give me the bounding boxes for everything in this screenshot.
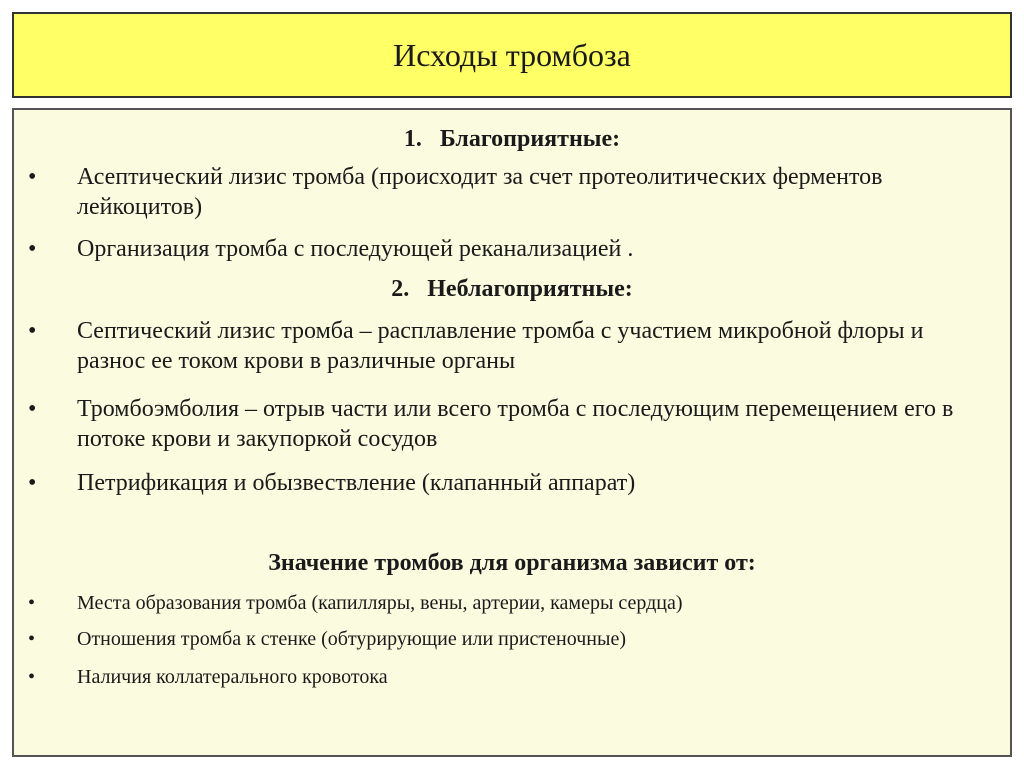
list-item-text: Асептический лизис тромба (происходит за счет протеолитических ферментов лейкоцитов) — [77, 164, 883, 220]
list-item-text: Септический лизис тромба – расплавление тромба с участием микробной флоры и разнос ее током крови в различные органы — [77, 318, 924, 374]
list-item-text: Организация тромба с последующей реканализацией . — [77, 236, 634, 262]
slide-title: Исходы тромбоза — [393, 36, 631, 73]
list-item-text: Тромбоэмболия – отрыв части или всего тромба с последующим перемещением его в потоке крови и закупоркой сосудов — [77, 396, 954, 452]
section-number: 2. — [391, 276, 410, 302]
list-item-text: Петрификация и обызвествление (клапанный аппарат) — [77, 470, 636, 496]
bullet: • — [28, 236, 37, 262]
section-label: Благоприятные: — [439, 126, 621, 152]
bullet: • — [28, 470, 37, 496]
section-heading-favorable — [14, 124, 1010, 154]
list-item-text: Отношения тромба к стенке (обтурирующие или пристеночные) — [77, 628, 626, 650]
section-label: Неблагоприятные: — [427, 276, 633, 302]
section-number: 1. — [403, 126, 422, 152]
bullet: • — [28, 666, 36, 688]
list-item-text: Места образования тромба (капилляры, вены, артерии, камеры сердца) — [77, 592, 683, 614]
significance-heading: Значение тромбов для организма зависит от: — [268, 550, 756, 576]
title-box — [12, 12, 1012, 98]
bullet: • — [28, 318, 37, 344]
content-box — [12, 108, 1012, 757]
bullet: • — [28, 396, 37, 422]
bullet: • — [28, 164, 37, 190]
list-item-text: Наличия коллатерального кровотока — [77, 666, 388, 688]
section-heading-unfavorable — [14, 274, 1010, 304]
bullet: • — [28, 628, 36, 650]
bullet: • — [28, 592, 36, 614]
